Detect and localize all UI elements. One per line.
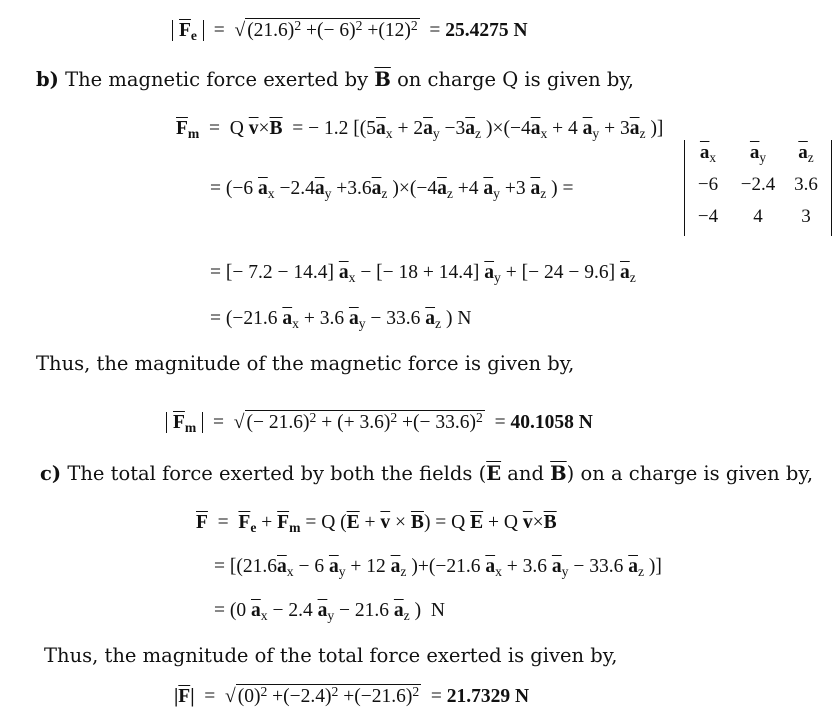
fe-magnitude-equation: $\overline{F}_e$ = √ $(21.6)^2$ +(− $6)^2 +(12)^2 = 25.4275$ N <box>172 18 528 44</box>
magnitude-total-text: Thus, the magnitude of the total force exerted is given by, <box>44 644 618 667</box>
fm-result: 40.1058 N <box>510 412 593 434</box>
total-force-sum: = [($21.6\overline{a}_x - 6$ $\overline{a}_y + 12$ $\overline{a}_z$ )+(−21.6 $\overline{a}_x + 3.6$ $\overline{a}_y - 33.6$ $\overline{a}_z$ )] <box>214 556 662 580</box>
part-c-heading: c) The total force exerted by both the fields ($\overline{E}$ and $\overline{B}$) on a charge is given by, <box>40 462 814 485</box>
determinant-matrix: $\overline{a}_x$ $\overline{a}_y$ $\overline{a}_z$ −6 −2.4 3.6 −4 4 3 <box>684 140 832 236</box>
f-magnitude-equation: $|\overline{F}|$ = √ $(0)^2 +(-2.4)^2 +(-21.6)^2 = 21.7329$ N <box>174 684 530 708</box>
part-b-heading: b) The magnetic force exerted by $\overline{B}$ on charge Q is given by, <box>36 68 634 91</box>
cross-product-equation: = (−6 $\overline{a}_x -2.4\overline{a}_y +3.6\overline{a}_z$ )$\times(-4\overline{a}_z +4$ $\overline{a}_y +3$ $\overline{a}_z$ ) = <box>210 178 574 202</box>
fe-result: 25.4275 N <box>445 20 528 42</box>
magnitude-mf-text: Thus, the magnitude of the magnetic force is given by, <box>36 352 575 375</box>
fm-result-equation: = (−21.6 $\overline{a}_x + 3.6$ $\overline{a}_y - 33.6$ $\overline{a}_z$ ) N <box>210 308 472 332</box>
fm-definition-equation: $\overline{F}_m = Q$ $\overline{v}\times\overline{B}$ = − 1.2 [($5\overline{a}_x + 2\overline{a}_y -3\overline{a}_z$ )$\times(-4\overline{a}_x + 4$ $\overline{a}_y + 3\overline{a}_z$ )] <box>176 118 664 142</box>
total-force-equation: $\overline{F} = \overline{F}_e + \overline{F}_m = Q$ $(\overline{E} + \overline{v} \times \overline{B}) = Q$ $\overline{E} + Q$ $\overline{v}\times\overline{B}$ <box>196 512 557 536</box>
f-result: 21.7329 N <box>446 686 530 708</box>
total-force-result: = (0 $\overline{a}_x - 2.4$ $\overline{a}_y - 21.6$ $\overline{a}_z$ ) N <box>214 600 445 624</box>
expansion-equation: = [− 7.2 − 14.4] $\overline{a}_x$ − [− 18 + 14.4] $\overline{a}_y$ + [− 24 − 9.6] $\overline{a}_z$ <box>210 262 636 286</box>
fm-magnitude-equation: $\overline{F}_m$ = √ (− 21.6)$^2$ + (+ 3.6)$^2$ +(− 33.6)$^2$ = 40.1058 N <box>166 410 593 436</box>
